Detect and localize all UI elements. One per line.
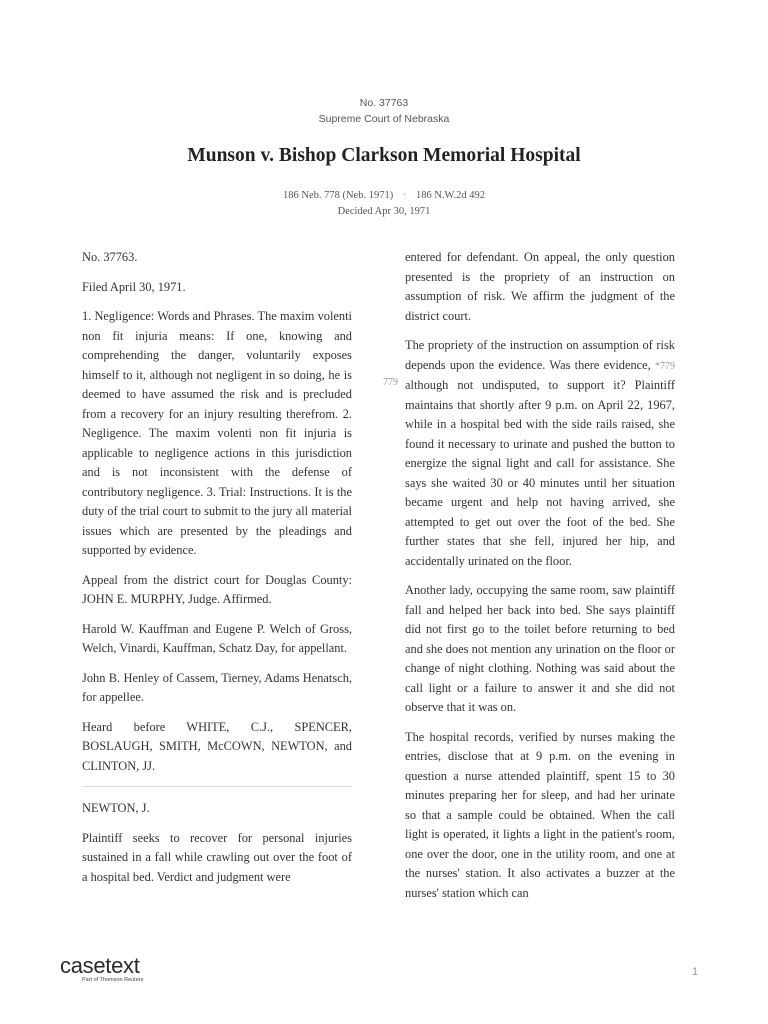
court-name: Supreme Court of Nebraska [318,113,450,125]
opinion-paragraph [405,336,675,571]
logo-subtext: Part of Thomson Reuters [82,977,144,983]
paragraph-text: although not undisputed, to support it? Plaintiff maintains that shortly after 9 p.m. on April 22, 1967, while in a hospital bed with the side rails raised, she found it necessary to urinate and pushed the button to energize the signal light and call for assistance. She says she waited 30 or 40 minutes until her situation became urgent and help not having arrived, she attempted to get out over the foot of the bed. She further states that she fell, injured her hip, and accidentally urinated on the floor. [405,378,675,568]
heard-before-paragraph: Heard before WHITE, C.J., SPENCER, BOSLAUGH, SMITH, McCOWN, NEWTON, and CLINTON, JJ. [82,719,352,773]
decided-date: Decided Apr 30, 1971 [337,206,431,217]
page-pin-marker[interactable]: *779 [655,360,675,372]
docket-number: No. 37763 [359,97,409,109]
citation-nw2d[interactable]: 186 N.W.2d 492 [415,190,485,201]
case-title: Munson v. Bishop Clarkson Memorial Hospital [187,145,581,166]
appellee-counsel-paragraph: John B. Henley of Cassem, Tierney, Adams Henatsch, for appellee. [82,670,352,704]
opinion-paragraph: The hospital records, verified by nurses making the entries, disclose that at 9 p.m. on the evening in question a nurse attended plaintiff, spent 15 to 30 minutes preparing her for sleep, and had her urinate so that a sample could be obtained. When the call light is operated, it lights a light in the patient's room, one over the door, one in the utility room, and one at the nurses' station. It also activates a buzzer at the nurses' station which can [405,729,675,900]
opinion-paragraph: Another lady, occupying the same room, saw plaintiff fall and helped her back into bed. She says plaintiff did not first go to the toilet before returning to bed and she does not mention any urination on the floor or change of night clothing. Nothing was said about the call light or a failure to answer it and she did not observe that it was on. [405,583,675,714]
section-divider [82,786,352,787]
left-column [82,248,352,897]
citations [0,190,768,201]
margin-page-number: 779 [383,377,398,388]
right-column [405,248,675,913]
casetext-logo[interactable] [60,955,143,984]
page-number: 1 [692,966,699,978]
opinion-paragraph: Plaintiff seeks to recover for personal injuries sustained in a fall while crawling out over the foot of a hospital bed. Verdict and judgment were [82,830,352,884]
logo-text: casetext [60,953,140,978]
appellant-counsel-paragraph: Harold W. Kauffman and Eugene P. Welch of Gross, Welch, Vinardi, Kauffman, Schatz Day, for appellant. [82,621,352,655]
opinion-paragraph: entered for defendant. On appeal, the only question presented is the propriety of an instruction on assumption of risk. We affirm the judgment of the district court. [405,250,675,323]
paragraph-text: The propriety of the instruction on assumption of risk depends upon the evidence. Was there evidence, [405,338,675,372]
syllabus-paragraph: 1. Negligence: Words and Phrases. The maxim volenti non fit injuria means: If one, knowing and comprehending the danger, voluntarily exposes himself to it, although not negligent in so doing, he is deemed to have assumed the risk and is precluded from a recovery for an injury resulting therefrom. 2. Negligence. The maxim volenti non fit injuria is applicable to negligence actions in this jurisdiction and is not inconsistent with the defense of contributory negligence. 3. Trial: Instructions. It is the duty of the trial court to submit to the jury all material issues which are presented by the pleadings and supported by evidence. [82,309,352,557]
appeal-paragraph: Appeal from the district court for Douglas County: JOHN E. MURPHY, Judge. Affirmed. [82,572,352,606]
citation-separator: · [402,190,407,201]
opinion-author: NEWTON, J. [82,801,150,815]
citation-neb[interactable]: 186 Neb. 778 (Neb. 1971) [282,190,394,201]
case-number-paragraph: No. 37763. [82,250,138,264]
filed-date-paragraph: Filed April 30, 1971. [82,279,186,294]
